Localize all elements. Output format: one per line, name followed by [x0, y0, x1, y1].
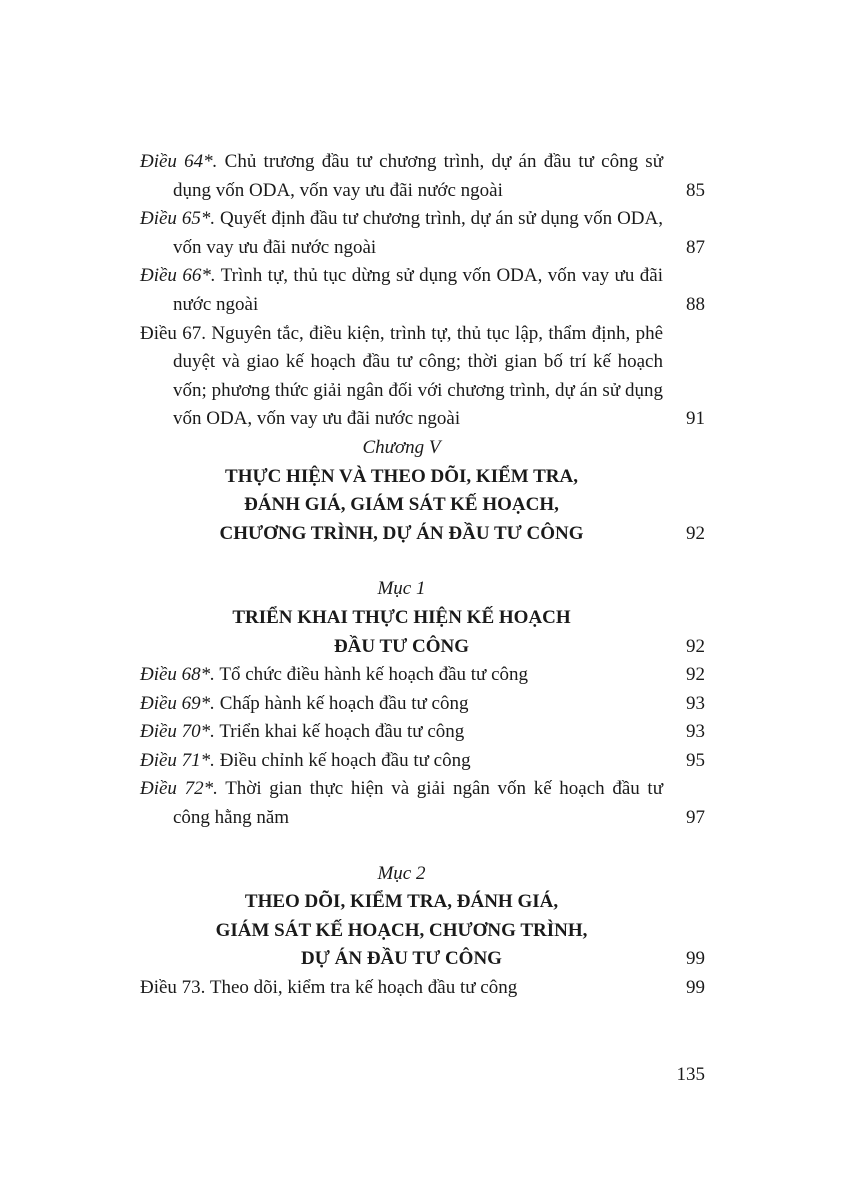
article-title: Thời gian thực hiện và giải ngân vốn kế hoạch đầu tư công hằng năm: [173, 778, 663, 829]
toc-entry-article: Điều 66*. Trình tự, thủ tục dừng sử dụng vốn ODA, vốn vay ưu đãi nước ngoài 88: [140, 265, 705, 315]
folio-page-number: 135: [676, 1064, 705, 1085]
toc-entry-article: Điều 64*. Chủ trương đầu tư chương trình, dự án đầu tư công sử dụng vốn ODA, vốn vay ưu đãi nước ngoài 85: [140, 151, 705, 201]
section-page-number: 99: [686, 948, 705, 970]
article-label: Điều 68*.: [140, 664, 215, 686]
section-label-text: Mục 2: [377, 862, 426, 884]
heading-line: ĐẦU TƯ CÔNG: [333, 635, 470, 657]
article-label: Điều 69*.: [140, 692, 215, 714]
article-label: Điều 70*.: [140, 721, 215, 743]
article-label: Điều 64*.: [140, 151, 218, 172]
article-title: Chấp hành kế hoạch đầu tư công: [219, 692, 469, 714]
article-title: Trình tự, thủ tục dừng sử dụng vốn ODA, vốn vay ưu đãi nước ngoài: [173, 265, 663, 315]
heading-line: THEO DÕI, KIỂM TRA, ĐÁNH GIÁ,: [244, 891, 559, 913]
heading-line: TRIỂN KHAI THỰC HIỆN KẾ HOẠCH: [232, 606, 571, 628]
toc-entry-article: Điều 69*. Chấp hành kế hoạch đầu tư công 93: [140, 692, 705, 714]
toc-entry-article: Điều 70*. Triển khai kế hoạch đầu tư công 93: [140, 721, 705, 743]
heading-line: DỰ ÁN ĐẦU TƯ CÔNG: [301, 948, 502, 970]
article-title: Tổ chức điều hành kế hoạch đầu tư công: [219, 664, 529, 686]
chapter-label: [140, 434, 705, 463]
section-title: [140, 888, 705, 974]
article-label: Điều 73.: [140, 977, 206, 999]
toc-entry-article: Điều 72*. Thời gian thực hiện và giải ngân vốn kế hoạch đầu tư công hằng năm 97: [140, 778, 705, 829]
article-label: Điều 72*.: [140, 778, 218, 800]
section-label: [140, 860, 705, 889]
toc-entry-article: Điều 68*. Tổ chức điều hành kế hoạch đầu tư công 92: [140, 664, 705, 686]
article-label: Điều 65*.: [140, 208, 216, 230]
section-title: [140, 604, 705, 661]
article-title: Nguyên tắc, điều kiện, trình tự, thủ tục lập, thẩm định, phê duyệt và giao kế hoạch đầu tư công; thời gian bố trí kế hoạch vốn; phương thức giải ngân đối với chương trình, dự án sử dụng vốn ODA, vốn vay ưu đãi nước ngoài: [173, 322, 663, 430]
toc-entry-article: Điều 71*. Điều chỉnh kế hoạch đầu tư công 95: [140, 749, 705, 771]
chapter-label-text: Chương V: [362, 436, 441, 458]
table-of-contents: [140, 148, 705, 1003]
article-label: Điều 66*.: [140, 265, 216, 287]
article-title: Quyết định đầu tư chương trình, dự án sử dụng vốn ODA, vốn vay ưu đãi nước ngoài: [173, 208, 663, 258]
article-title: Theo dõi, kiểm tra kế hoạch đầu tư công: [209, 977, 518, 999]
heading-line: THỰC HIỆN VÀ THEO DÕI, KIỂM TRA,: [225, 465, 578, 487]
section-page-number: 92: [686, 635, 705, 657]
toc-entry-article: Điều 65*. Quyết định đầu tư chương trình, dự án sử dụng vốn ODA, vốn vay ưu đãi nước ngoài 87: [140, 208, 705, 258]
article-title: Điều chỉnh kế hoạch đầu tư công: [219, 749, 471, 771]
chapter-page-number: 92: [686, 522, 705, 544]
chapter-title: [140, 463, 705, 549]
toc-entry-article: Điều 67. Nguyên tắc, điều kiện, trình tự, thủ tục lập, thẩm định, phê duyệt và giao kế hoạch đầu tư công; thời gian bố trí kế hoạch vốn; phương thức giải ngân đối với chương trình, dự án sử dụng vốn ODA, vốn vay ưu đãi nước ngoài 91: [140, 322, 705, 430]
section-label-text: Mục 1: [377, 578, 426, 600]
heading-line: ĐÁNH GIÁ, GIÁM SÁT KẾ HOẠCH,: [244, 494, 559, 516]
heading-line: CHƯƠNG TRÌNH, DỰ ÁN ĐẦU TƯ CÔNG: [219, 522, 584, 544]
heading-line: GIÁM SÁT KẾ HOẠCH, CHƯƠNG TRÌNH,: [215, 919, 588, 941]
section-label: [140, 575, 705, 604]
article-label: Điều 67.: [140, 322, 207, 344]
article-title: Triển khai kế hoạch đầu tư công: [219, 721, 465, 743]
article-title: Chủ trương đầu tư chương trình, dự án đầu tư công sử dụng vốn ODA, vốn vay ưu đãi nước ngoài: [173, 151, 663, 201]
toc-entry-article: Điều 73. Theo dõi, kiểm tra kế hoạch đầu tư công 99: [140, 977, 705, 999]
article-label: Điều 71*.: [140, 749, 215, 771]
